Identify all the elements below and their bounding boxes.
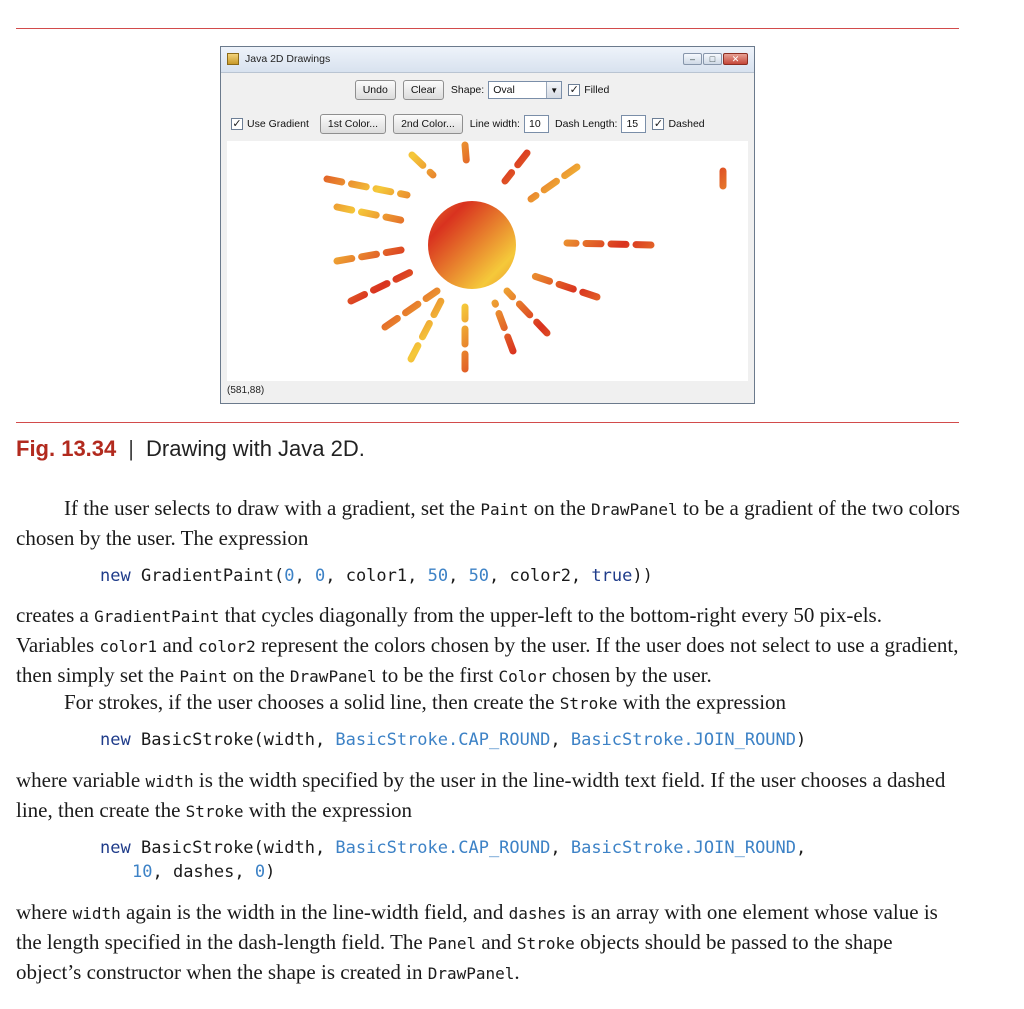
text-run: to be a gradient of the two colors chosen by the user. The expression <box>16 496 960 550</box>
second-color-button[interactable]: 2nd Color... <box>393 114 463 134</box>
close-icon[interactable]: ✕ <box>723 53 748 65</box>
code-text: , color2, <box>489 566 592 586</box>
undo-button[interactable]: Undo <box>355 80 396 100</box>
inline-code: GradientPaint <box>94 607 220 626</box>
filled-check-icon[interactable]: ✓ <box>569 84 579 96</box>
cursor-status: (581,88) <box>227 385 265 396</box>
shape-select[interactable] <box>488 81 562 99</box>
code-text: , color1, <box>325 566 428 586</box>
inline-code: Panel <box>427 934 477 953</box>
code-text: GradientPaint( <box>130 566 285 586</box>
sun-ray <box>505 153 527 181</box>
text-run: with the expression <box>243 798 413 822</box>
title-bar <box>221 47 754 73</box>
text-run: creates a <box>16 603 95 627</box>
code-constant: BasicStroke.CAP_ROUND <box>335 838 551 858</box>
text-run: and <box>157 633 199 657</box>
sun-ray <box>531 167 577 199</box>
inline-code: DrawPanel <box>289 667 377 686</box>
sun-ray <box>495 303 513 351</box>
text-run: where <box>16 900 73 924</box>
code-keyword: new <box>100 838 131 858</box>
sun-ray <box>465 145 467 169</box>
inline-code: dashes <box>508 904 567 923</box>
text-run: to be the first <box>376 663 499 687</box>
sun-ray <box>327 179 407 195</box>
inline-code: Stroke <box>559 694 618 713</box>
code-constant: BasicStroke.JOIN_ROUND <box>570 730 797 750</box>
sun-drawing <box>227 141 748 381</box>
code-number: 50 <box>427 566 449 586</box>
text-run: on the <box>528 496 591 520</box>
text-run: represent the colors chosen by the user. If the user does not select to use a gradient, then simply set the <box>16 633 959 687</box>
inline-code: Paint <box>480 500 529 519</box>
text-run: objects should be passed to the shape object’s constructor when the shape is created in <box>16 930 893 984</box>
inline-code: Paint <box>179 667 228 686</box>
dashed-label: Dashed <box>668 118 705 130</box>
code-keyword: new <box>100 730 131 750</box>
text-run: is an array with one element whose value is the length specified in the dash-length field. The <box>16 900 938 954</box>
paragraph-4 <box>16 766 960 826</box>
code-text: , <box>550 838 571 858</box>
use-gradient-label: Use Gradient <box>247 118 309 130</box>
code-text: , <box>294 566 315 586</box>
code-number: 10 <box>132 862 153 882</box>
sun-ray <box>351 271 413 301</box>
inline-code: Color <box>498 667 547 686</box>
java-window <box>220 46 755 404</box>
toolbar-row-2 <box>221 112 754 136</box>
text-run: is the width specified by the user in the line-width text field. If the user chooses a dashed line, then create the <box>16 768 946 822</box>
text-run: chosen by the user. <box>546 663 712 687</box>
window-title: Java 2D Drawings <box>245 53 331 65</box>
code-constant: BasicStroke.CAP_ROUND <box>335 730 551 750</box>
text-run: that cycles diagonally from the upper-left to the bottom-right every 50 pix-els. Variables <box>16 603 882 657</box>
paragraph-5 <box>16 898 960 988</box>
code-number: 50 <box>468 566 490 586</box>
code-block-3 <box>100 838 806 858</box>
inline-code: Stroke <box>516 934 575 953</box>
line-width-label: Line width: <box>469 118 520 130</box>
toolbar-row-1 <box>221 78 754 102</box>
code-constant: BasicStroke.JOIN_ROUND <box>570 838 797 858</box>
code-block-3-continuation <box>132 862 275 882</box>
use-gradient-check-icon[interactable]: ✓ <box>232 118 242 130</box>
code-number: 0 <box>254 862 266 882</box>
chevron-down-icon[interactable]: ▼ <box>546 82 561 98</box>
inline-code: DrawPanel <box>427 964 515 983</box>
code-text: ) <box>265 862 276 882</box>
dash-length-label: Dash Length: <box>554 118 618 130</box>
inline-code: DrawPanel <box>590 500 678 519</box>
code-text: , dashes, <box>152 862 255 882</box>
code-text: , <box>796 838 807 858</box>
code-number: 0 <box>314 566 326 586</box>
sun-ray <box>567 243 651 245</box>
dashed-checkbox[interactable] <box>652 118 708 130</box>
text-run: again is the width in the line-width field, and <box>120 900 509 924</box>
inline-code: color1 <box>99 637 158 656</box>
shape-label: Shape: <box>450 84 485 96</box>
caption-separator: | <box>128 436 134 461</box>
paragraph-1 <box>16 494 960 553</box>
sun-oval <box>428 201 516 289</box>
clear-button[interactable]: Clear <box>403 80 444 100</box>
text-run: . <box>514 960 520 984</box>
inline-code: color2 <box>198 637 256 656</box>
figure-number: Fig. 13.34 <box>16 436 117 461</box>
paragraph-2 <box>16 601 960 691</box>
code-text: , <box>448 566 469 586</box>
caption-text: Drawing with Java 2D. <box>146 436 365 461</box>
java-app-icon <box>227 53 239 65</box>
inline-code: width <box>145 772 194 791</box>
sun-ray <box>412 155 433 175</box>
code-text: )) <box>632 566 653 586</box>
code-block-2 <box>100 730 806 750</box>
bottom-rule <box>16 422 959 423</box>
code-text: BasicStroke(width, <box>130 730 336 750</box>
sun-ray <box>531 275 597 297</box>
shape-select-value: Oval <box>493 84 515 96</box>
maximize-icon[interactable]: □ <box>703 53 722 65</box>
first-color-button[interactable]: 1st Color... <box>320 114 386 134</box>
paragraph-3 <box>16 688 960 718</box>
line-width-field[interactable]: 10 <box>524 115 549 133</box>
minimize-icon[interactable]: – <box>683 53 702 65</box>
dashed-check-icon[interactable]: ✓ <box>653 118 664 130</box>
use-gradient-checkbox[interactable] <box>231 118 313 130</box>
filled-checkbox[interactable] <box>568 84 613 96</box>
code-text: ) <box>796 730 807 750</box>
drawing-canvas[interactable] <box>227 141 748 381</box>
sun-ray <box>507 291 547 333</box>
text-run: and <box>476 930 517 954</box>
text-run: on the <box>227 663 290 687</box>
sun-ray <box>337 207 405 221</box>
code-keyword: true <box>591 566 633 586</box>
text-run: For strokes, if the user chooses a solid line, then create the <box>64 690 560 714</box>
code-number: 0 <box>284 566 295 586</box>
code-text: BasicStroke(width, <box>130 838 336 858</box>
figure-caption <box>16 436 365 462</box>
code-text: , <box>550 730 571 750</box>
code-block-1 <box>100 566 653 586</box>
code-keyword: new <box>100 566 131 586</box>
inline-code: width <box>72 904 121 923</box>
text-run: If the user selects to draw with a gradient, set the <box>64 496 481 520</box>
dash-length-field[interactable]: 15 <box>621 115 646 133</box>
filled-label: Filled <box>584 84 610 96</box>
top-rule <box>16 28 959 29</box>
text-run: with the expression <box>617 690 787 714</box>
sun-ray <box>337 249 407 261</box>
text-run: where variable <box>16 768 146 792</box>
window-controls <box>682 53 748 65</box>
inline-code: Stroke <box>185 802 244 821</box>
